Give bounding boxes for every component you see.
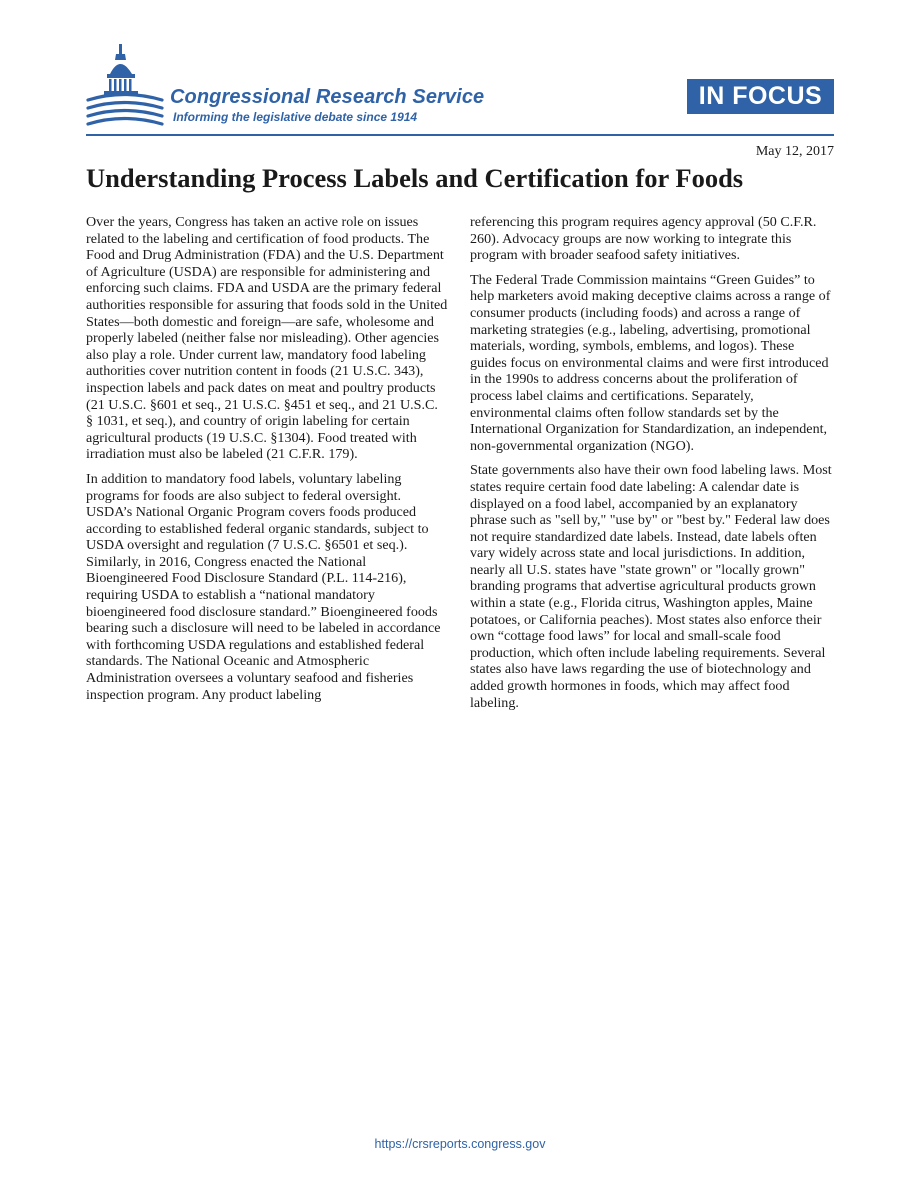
paragraph: The Federal Trade Commission maintains “Green Guides” to help marketers avoid making deceptive claims across a range of consumer products (including foods) and across a range of marketing strategies (e.g., labeling, advertising, promotional materials, wording, symbols, emblems, and logos). These guides focus on environmental claims and were first introduced in the 1990s to address concerns about the proliferation of process label claims and certifications. Separately, environmental claims often follow standards set by the International Organization for Standardization, an independent, non-governmental organization (NGO). xyxy=(470,271,831,454)
paragraph: In addition to mandatory food labels, voluntary labeling programs for foods are also subject to federal oversight. USDA’s National Organic Program covers foods produced according to established federal organic standards, subject to USDA oversight and regulation (7 U.S.C. §6501 et seq.). Similarly, in 2016, Congress enacted the National Bioengineered Food Disclosure Standard (P.L. 114-216), requiring USDA to establish a “national mandatory bioengineered food disclosure standard.” Bioengineered foods bearing such a disclosure will need to be labeled in accordance with forthcoming USDA regulations and established federal standards. The National Oceanic and Atmospheric Administration oversees a voluntary seafood and fisheries inspection program. Any product labeling xyxy=(86,470,441,703)
left-column xyxy=(86,214,448,711)
footer-url-link[interactable]: https://crsreports.congress.gov xyxy=(374,1137,546,1151)
brand-name: Congressional Research Service xyxy=(170,86,485,108)
publication-date: May 12, 2017 xyxy=(755,144,834,159)
right-column xyxy=(470,214,832,719)
paragraph: referencing this program requires agency approval (50 C.F.R. 260). Advocacy groups are now working to integrate this program with broader seafood safety initiatives. xyxy=(470,214,817,264)
capitol-dome-icon xyxy=(86,40,164,130)
report-header xyxy=(86,38,834,134)
paragraph: State governments also have their own food labeling laws. Most states require certain food date labeling: A calendar date is displayed on a food label, accompanied by an explanatory phrase such as "sell by," "use by" or "best by." Federal law does not require standardized date labels. Instead, date labels often vary widely across state and local jurisdictions. In addition, nearly all U.S. states have "state grown" or "locally grown" branding programs that advertise agricultural products grown within a state (e.g., Florida citrus, Washington apples, Maine potatoes, or California peaches). Most states also enforce their own “cottage food laws” for local and small-scale food production, which often include labeling requirements. Several states also have laws regarding the use of biotechnology and added growth hormones in foods, which may affect food labeling. xyxy=(470,462,832,711)
in-focus-badge: IN FOCUS xyxy=(687,79,834,114)
header-divider xyxy=(86,134,834,136)
paragraph: Over the years, Congress has taken an active role on issues related to the labeling and certification of food products. The Food and Drug Administration (FDA) and the U.S. Department of Agriculture (USDA) are responsible for administering and enforcing such claims. FDA and USDA are the primary federal authorities responsible for assuring that foods sold in the United States—both domestic and foreign—are safe, wholesome and properly labeled (neither false nor misleading). Other agencies also play a role. Under current law, mandatory food labeling authorities cover nutrition content in foods (21 U.S.C. 343), inspection labels and pack dates on meat and poultry products (21 U.S.C. §601 et seq., 21 U.S.C. §451 et seq., and 21 U.S.C. § 1031, et seq.), and country of origin labeling for certain agricultural products (19 U.S.C. §1304). Food treated with irradiation must also be labeled (21 C.F.R. 179). xyxy=(86,214,448,463)
brand-tagline: Informing the legislative debate since 1914 xyxy=(173,110,418,124)
page-title: Understanding Process Labels and Certification for Foods xyxy=(86,163,744,193)
